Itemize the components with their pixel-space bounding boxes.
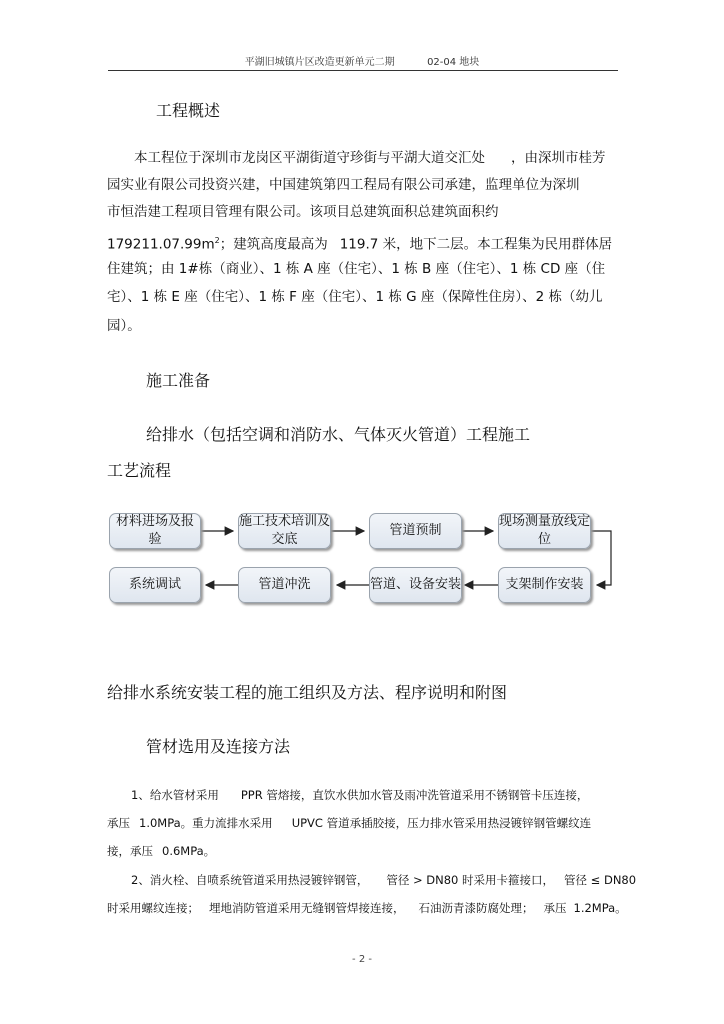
install-title: 给排水系统安装工程的施工组织及方法、程序说明和附图: [107, 683, 508, 702]
p1-line3b: 0.6MPa。: [162, 844, 216, 858]
overview-line-1a: 本工程位于深圳市龙岗区平湖街道守珍街与平湖大道交汇处: [134, 150, 485, 166]
overview-title: 工程概述: [156, 101, 221, 120]
p2-line1c: 管径 ≤ DN80: [564, 873, 637, 887]
overview-line-1b: ，由深圳市桂芳: [511, 150, 606, 166]
p1-line2c: UPVC 管道承插胶接，压力排水管采用热浸镀锌钢管螺纹连: [291, 816, 592, 830]
p2-line2b: 埋地消防管道采用无缝钢管焊接连接，: [209, 901, 405, 915]
p1-line2a: 承压: [107, 816, 130, 830]
flow-step-site-survey: 现场测量放线定位: [499, 514, 591, 547]
prep-title: 施工准备: [146, 371, 211, 390]
p1-line3a: 接，承压: [107, 844, 153, 858]
pipe-title: 管材选用及连接方法: [146, 737, 291, 756]
overview-line-4-sup: 2: [214, 236, 220, 245]
p2-line1a: 2、消火栓、自喷系统管道采用热浸镀锌钢管，: [131, 873, 369, 887]
flow-step-equipment-install: 管道、设备安装: [369, 567, 462, 603]
p2-line2e: 1.2MPa。: [573, 901, 627, 915]
flow-step-technical-training: 施工技术培训及交底: [239, 514, 331, 547]
p1-line2b: 1.0MPa。重力流排水采用: [139, 816, 273, 830]
flow-step-bracket-install: 支架制作安装: [498, 567, 591, 603]
flow-step-pipe-prefab: 管道预制: [369, 513, 462, 549]
overview-line-7: 园）。: [107, 318, 141, 334]
page-number: - 2 -: [352, 954, 372, 965]
p1-line1a: 1、给水管材采用: [131, 788, 219, 802]
overview-line-4a: 179211.07.99m: [107, 236, 215, 253]
process-title-line1: 给排水（包括空调和消防水、气体灭火管道）工程施工: [146, 425, 531, 444]
header-plot: 02-04 地块: [427, 57, 480, 68]
p2-line2d: 承压: [543, 901, 567, 915]
overview-line-6: 宅）、1 栋 E 座（住宅）、1 栋 F 座（住宅）、1 栋 G 座（保障性住房）、2 栋（幼儿: [107, 289, 603, 305]
p2-line1b: 管径 > DN80 时采用卡箍接口，: [386, 873, 555, 887]
flow-step-material-inspection: 材料进场及报验: [109, 513, 201, 549]
p1-line1b: PPR 管熔接，直饮水供加水管及雨冲洗管道采用不锈钢管卡压连接，: [240, 788, 589, 802]
overview-line-3: 市恒浩建工程项目管理有限公司。该项目总建筑面积总建筑面积约: [107, 204, 499, 220]
p2-line2c: 石油沥青漆防腐处理；: [418, 901, 534, 915]
overview-line-4c: 119.7 米，地下二层。本工程集为民用群体居: [339, 236, 613, 253]
p2-line2a: 时采用螺纹连接；: [107, 901, 199, 915]
flow-step-pipe-flush: 管道冲洗: [238, 567, 331, 603]
overview-line-2: 园实业有限公司投资兴建，中国建筑第四工程局有限公司承建，监理单位为深圳: [107, 177, 580, 193]
flow-step-system-debug: 系统调试: [109, 567, 201, 603]
header-project: 平湖旧城镇片区改造更新单元二期: [244, 57, 395, 68]
overview-line-4b: ；建筑高度最高为: [219, 236, 328, 253]
arrow-4-5: [591, 531, 611, 585]
process-title-line2: 工艺流程: [107, 461, 172, 480]
overview-line-5: 住建筑；由 1#栋（商业）、1 栋 A 座（住宅）、1 栋 B 座（住宅）、1 栋 CD 座（住: [107, 261, 606, 277]
